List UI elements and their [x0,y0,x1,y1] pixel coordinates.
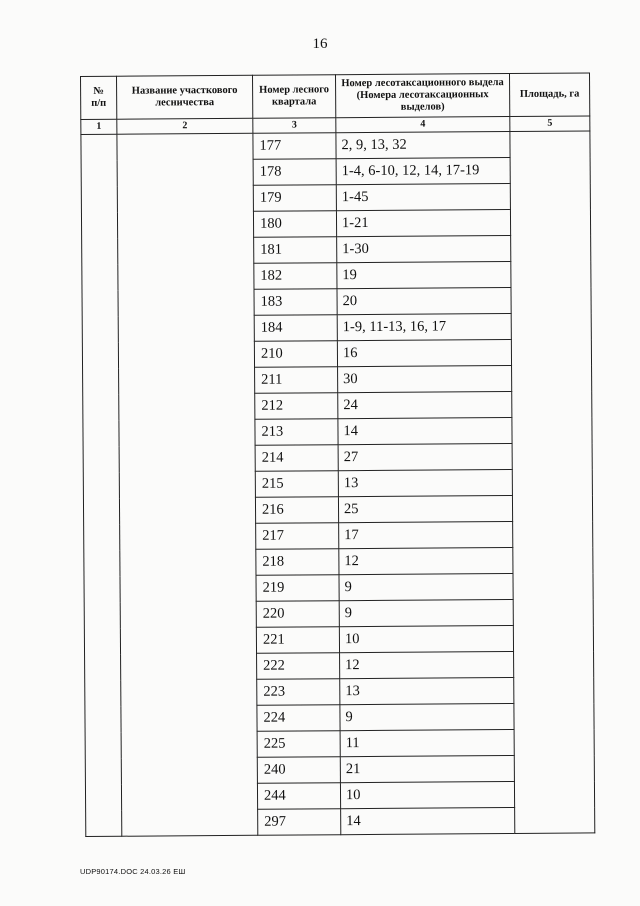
header-number-line2: п/п [91,97,107,109]
vydel-cell: 1-30 [337,235,511,262]
page-number: 16 [312,36,328,52]
kvartal-cell: 212 [255,393,338,420]
vydel-cell: 9 [339,599,513,626]
kvartal-cell: 220 [256,601,339,628]
table-row [81,131,590,161]
kvartal-cell: 183 [254,289,337,316]
vydel-cell: 9 [340,703,514,730]
vydel-cell: 9 [339,573,513,600]
header-number [81,76,117,119]
vydel-cell: 1-4, 6-10, 12, 14, 17-19 [336,157,510,184]
vydel-cell: 13 [338,469,512,496]
vydel-cell: 19 [337,261,511,288]
kvartal-cell: 215 [255,471,338,498]
kvartal-cell: 217 [256,523,339,550]
vydel-cell: 30 [338,365,512,392]
area-cell [510,131,595,834]
kvartal-cell: 223 [257,679,340,706]
header-number-line1: № [93,85,104,97]
vydel-cell: 13 [340,677,514,704]
vydel-cell: 12 [340,651,514,678]
kvartal-cell: 177 [253,133,336,160]
vydel-cell: 1-9, 11-13, 16, 17 [337,313,511,340]
column-number: 1 [81,119,117,134]
header-area: Площадь, га [509,73,589,117]
header-kvartal: Номер лесного квартала [252,75,335,119]
kvartal-cell: 240 [257,757,340,784]
header-vydel: Номер лесотаксационного выдела (Номера лесотаксационных выделов) [335,74,509,118]
kvartal-cell: 216 [255,497,338,524]
vydel-cell: 27 [338,443,512,470]
vydel-cell: 14 [338,417,512,444]
vydel-cell: 1-45 [336,183,510,210]
vydel-cell: 16 [337,339,511,366]
table-header-row [81,73,590,120]
kvartal-cell: 210 [254,341,337,368]
vydel-cell: 20 [337,287,511,314]
kvartal-cell: 178 [253,159,336,186]
kvartal-cell: 213 [255,419,338,446]
vydel-cell: 10 [340,781,514,808]
kvartal-cell: 182 [254,263,337,290]
forestry-name-cell [117,133,258,836]
kvartal-cell: 214 [255,445,338,472]
vydel-cell: 25 [338,495,512,522]
vydel-cell: 21 [340,755,514,782]
kvartal-cell: 297 [258,809,341,836]
kvartal-cell: 211 [255,367,338,394]
vydel-cell: 17 [339,521,513,548]
vydel-cell: 14 [341,807,515,834]
header-forestry-name: Название участкового лесничества [117,75,253,119]
kvartal-cell: 219 [256,575,339,602]
column-number: 4 [336,117,510,133]
kvartal-cell: 184 [254,315,337,342]
vydel-cell: 24 [338,391,512,418]
kvartal-cell: 221 [256,627,339,654]
forest-plot-table [80,72,595,837]
kvartal-cell: 224 [257,705,340,732]
column-number: 5 [510,116,590,132]
number-cell [81,134,122,836]
vydel-cell: 12 [339,547,513,574]
column-number: 2 [117,118,253,134]
kvartal-cell: 225 [257,731,340,758]
kvartal-cell: 244 [257,783,340,810]
vydel-cell: 11 [340,729,514,756]
document-footer: UDP90174.DOC 24.03.26 ЕШ [80,867,186,876]
vydel-cell: 10 [339,625,513,652]
column-number: 3 [253,118,336,134]
kvartal-cell: 179 [253,185,336,212]
kvartal-cell: 181 [254,237,337,264]
vydel-cell: 1-21 [336,209,510,236]
kvartal-cell: 222 [257,653,340,680]
kvartal-cell: 180 [253,211,336,238]
kvartal-cell: 218 [256,549,339,576]
vydel-cell: 2, 9, 13, 32 [336,132,510,159]
